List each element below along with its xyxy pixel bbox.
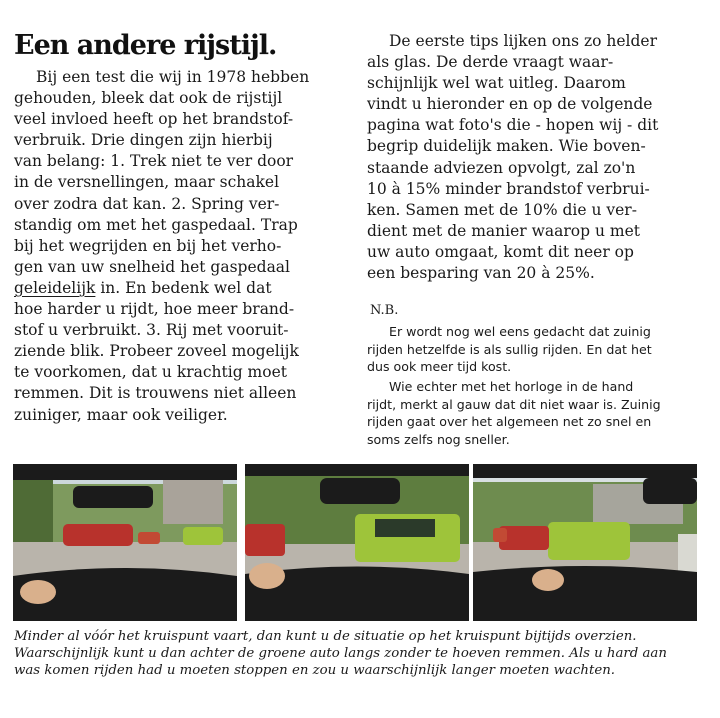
text-line: ziende blik. Probeer zoveel mogelijk <box>14 342 299 361</box>
text-line: 10 à 15% minder brandstof verbrui- <box>367 179 650 198</box>
text-line: zuiniger, maar ook veiliger. <box>14 405 228 424</box>
text-line: soms zelfs nog sneller. <box>367 431 510 447</box>
text-line: rijden gaat over het algemeen net zo snel en <box>367 414 652 430</box>
text-line-underlined <box>14 278 354 299</box>
text-line: uw auto omgaat, komt dit neer op <box>367 242 634 261</box>
nb-paragraph-2 <box>367 378 707 448</box>
nb-paragraph-1 <box>367 323 707 376</box>
text-line: Bij een test die wij in 1978 hebben <box>36 68 310 86</box>
text-line: over zodra dat kan. 2. Spring ver- <box>14 194 280 213</box>
underlined-word: geleidelijk <box>14 278 96 297</box>
text-line: rijden hetzelfde is als sullig rijden. En dat het <box>367 341 652 357</box>
photo-behind-green-car <box>473 464 697 621</box>
left-column-text <box>14 67 354 426</box>
photo-intersection-far <box>13 464 237 621</box>
text-line: gen van uw snelheid het gaspedaal <box>14 257 291 276</box>
text-line: rijdt, merkt al gauw dat dit niet waar is. Zuinig <box>367 396 661 412</box>
photo-illustration <box>245 464 469 621</box>
text-line: als glas. De derde vraagt waar- <box>367 53 614 72</box>
nb-label: N.B. <box>370 303 399 318</box>
text-line: begrip duidelijk maken. Wie boven- <box>367 137 646 156</box>
text-line: vindt u hieronder en op de volgende <box>367 95 653 114</box>
text-line: gehouden, bleek dat ook de rijstijl <box>14 89 283 108</box>
caption-line: Waarschijnlijk kunt u dan achter de groene auto langs zonder te hoeven remmen. Als u hard aan <box>14 646 667 661</box>
text-line: in de versnellingen, maar schakel <box>14 173 280 192</box>
text-line: stof u verbruikt. 3. Rij met vooruit- <box>14 321 289 340</box>
text-line: veel invloed heeft op het brandstof- <box>14 110 294 129</box>
text-line: schijnlijk wel wat uitleg. Daarom <box>367 74 626 93</box>
text-line: staande adviezen opvolgt, zal zo'n <box>367 158 636 177</box>
photo-illustration <box>473 464 697 621</box>
text-line: De eerste tips lijken ons zo helder <box>389 32 657 50</box>
photo-caption <box>14 628 714 679</box>
caption-line: Minder al vóór het kruispunt vaart, dan kunt u de situatie op het kruispunt bijtijds overzien. <box>14 629 637 644</box>
caption-line: was komen rijden had u moeten stoppen en zou u waarschijnlijk langer moeten wachten. <box>14 663 616 678</box>
text-line: standig om met het gaspedaal. Trap <box>14 215 298 234</box>
text-line: dus ook meer tijd kost. <box>367 359 512 375</box>
text-line: pagina wat foto's die - hopen wij - dit <box>367 116 659 135</box>
text-line: bij het wegrijden en bij het verho- <box>14 236 282 255</box>
text-line: van belang: 1. Trek niet te ver door <box>14 152 294 171</box>
text-line: hoe harder u rijdt, hoe meer brand- <box>14 300 295 319</box>
text-line: dient met de manier waarop u met <box>367 221 640 240</box>
right-column-text <box>367 31 707 284</box>
text-line: remmen. Dit is trouwens niet alleen <box>14 384 297 403</box>
photo-green-car-close <box>245 464 469 621</box>
text-line: Er wordt nog wel eens gedacht dat zuinig <box>389 324 651 339</box>
text-line: te voorkomen, dat u krachtig moet <box>14 363 287 382</box>
text-line: een besparing van 20 à 25%. <box>367 264 595 283</box>
text-line: Wie echter met het horloge in de hand <box>389 379 634 394</box>
text-line-rest: in. En bedenk wel dat <box>95 278 272 297</box>
text-line: verbruik. Drie dingen zijn hierbij <box>14 131 273 150</box>
page-title: Een andere rijstijl. <box>14 30 277 61</box>
photo-illustration <box>13 464 237 621</box>
text-line: ken. Samen met de 10% die u ver- <box>367 200 637 219</box>
